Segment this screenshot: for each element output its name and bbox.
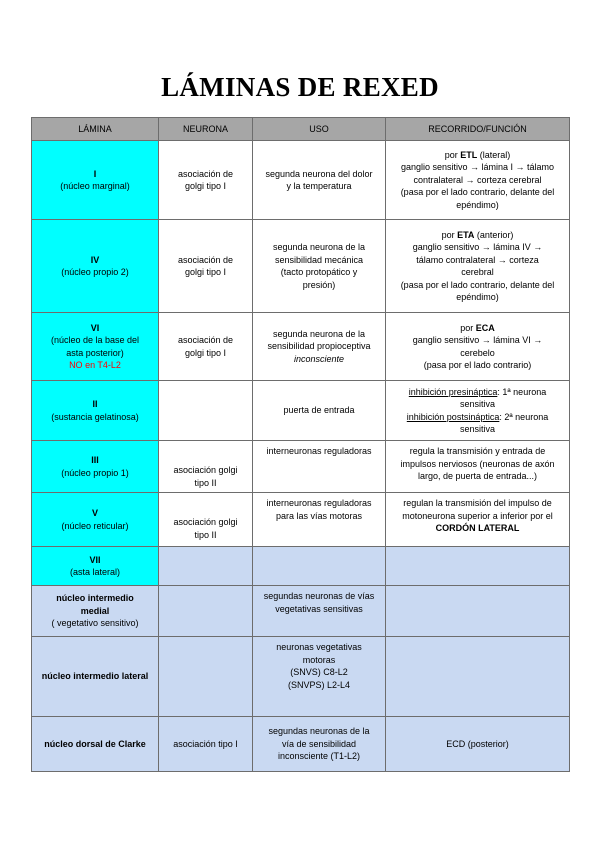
recorrido-text: epéndimo) xyxy=(456,199,499,210)
lamina-name: IV xyxy=(90,254,100,265)
uso-text: presión) xyxy=(302,279,336,290)
neurona-cell xyxy=(159,717,253,772)
lamina-cell xyxy=(32,220,159,313)
uso-text: y la temperatura xyxy=(286,181,352,191)
via-tract: ETA xyxy=(457,229,475,240)
lamina-desc: (asta lateral) xyxy=(69,567,121,577)
uso-cell xyxy=(253,141,386,220)
lamina-name: núcleo intermedio xyxy=(56,593,134,604)
recorrido-text: sensitiva xyxy=(459,399,495,409)
uso-text: vía de sensibilidad xyxy=(281,738,357,749)
lamina-cell xyxy=(32,441,159,493)
lamina-cell xyxy=(32,493,159,547)
page-title: LÁMINAS DE REXED xyxy=(161,72,439,102)
neurona-cell xyxy=(159,441,253,493)
recorrido-cell xyxy=(386,441,570,493)
uso-cell xyxy=(253,637,386,717)
uso-text: (tacto protopático y xyxy=(280,267,358,277)
recorrido-text: cerebral xyxy=(461,267,494,277)
lamina-desc: asta posterior) xyxy=(66,347,124,358)
lamina-desc: (núcleo propio 2) xyxy=(61,267,129,277)
term-rest: : 1ª neurona xyxy=(497,386,547,397)
uso-cell xyxy=(253,381,386,441)
neurona-text: asociación de xyxy=(177,335,234,345)
recorrido-text: sensitiva xyxy=(459,424,495,434)
uso-text: para las vías motoras xyxy=(275,510,363,521)
recorrido-text: largo, de puerta de entrada...) xyxy=(417,471,538,481)
neurona-text: asociación tipo I xyxy=(173,738,238,749)
table-row xyxy=(32,547,570,586)
table-row xyxy=(32,637,570,717)
term-rest: : 2ª neurona xyxy=(499,411,549,422)
neurona-cell xyxy=(159,547,253,586)
recorrido-text: ganglio sensitivo → lámina IV → xyxy=(412,242,543,252)
recorrido-via xyxy=(389,149,566,162)
recorrido-cell xyxy=(386,313,570,381)
table-row xyxy=(32,381,570,441)
uso-text: sensibilidad propioceptiva xyxy=(267,341,371,352)
uso-text: inconsciente (T1-L2) xyxy=(277,751,361,762)
lamina-name: VI xyxy=(90,322,100,333)
uso-text: sensibilidad mecánica xyxy=(274,254,364,265)
via-tract: ECA xyxy=(475,322,495,333)
recorrido-text: (pasa por el lado contrario, delante del xyxy=(400,279,555,290)
neurona-text: tipo II xyxy=(194,477,217,488)
lamina-name: V xyxy=(91,508,98,518)
table-row xyxy=(32,141,570,220)
uso-text: segundas neuronas de vías xyxy=(263,591,375,601)
neurona-text: golgi tipo I xyxy=(184,181,227,191)
recorrido-text: ECD (posterior) xyxy=(446,738,509,749)
via-suffix: (lateral) xyxy=(477,149,511,160)
uso-text: (SNVPS) L2-L4 xyxy=(287,679,351,690)
recorrido-via xyxy=(389,229,566,242)
uso-text: vegetativas sensitivas xyxy=(275,603,363,614)
neurona-cell xyxy=(159,586,253,637)
lamina-name: VII xyxy=(89,554,101,565)
uso-cell xyxy=(253,493,386,547)
recorrido-text: tálamo contralateral → corteza xyxy=(416,254,539,265)
uso-text-italic: inconsciente xyxy=(293,353,345,364)
recorrido-cell xyxy=(386,141,570,220)
header-lamina: LÁMINA xyxy=(32,118,159,141)
lamina-name: núcleo dorsal de Clarke xyxy=(44,738,146,749)
neurona-cell xyxy=(159,220,253,313)
neurona-text: asociación golgi xyxy=(173,465,238,475)
recorrido-cell xyxy=(386,637,570,717)
uso-text: neuronas vegetativas xyxy=(276,642,362,652)
recorrido-text: regula la transmisión y entrada de xyxy=(409,446,546,456)
lamina-desc: (núcleo reticular) xyxy=(61,520,129,531)
neurona-text: asociación golgi xyxy=(173,517,238,527)
underlined-term: inhibición postsináptica xyxy=(406,411,500,422)
recorrido-bold: CORDÓN LATERAL xyxy=(435,523,520,533)
table-row xyxy=(32,586,570,637)
header-uso: USO xyxy=(253,118,386,141)
table-row xyxy=(32,717,570,772)
lamina-desc: (núcleo propio 1) xyxy=(61,467,129,478)
via-prefix: por xyxy=(460,322,476,333)
recorrido-text xyxy=(389,411,566,424)
recorrido-text: ganglio sensitivo → lámina VI → xyxy=(412,335,543,345)
table-row xyxy=(32,493,570,547)
lamina-name: I xyxy=(93,168,97,179)
neurona-cell xyxy=(159,313,253,381)
lamina-note: NO en T4-L2 xyxy=(69,360,121,370)
lamina-desc: (sustancia gelatinosa) xyxy=(51,411,139,422)
recorrido-text: motoneurona superior a inferior por el xyxy=(402,510,553,521)
lamina-cell xyxy=(32,586,159,637)
lamina-cell xyxy=(32,313,159,381)
recorrido-text: impulsos nerviosos (neuronas de axón xyxy=(400,458,555,469)
recorrido-cell xyxy=(386,220,570,313)
uso-cell xyxy=(253,547,386,586)
uso-text: motoras xyxy=(302,654,336,665)
recorrido-cell xyxy=(386,547,570,586)
recorrido-text: (pasa por el lado contrario, delante del xyxy=(400,187,555,198)
via-suffix: (anterior) xyxy=(474,229,514,240)
neurona-text: golgi tipo I xyxy=(184,267,227,277)
uso-cell xyxy=(253,586,386,637)
lamina-desc: ( vegetativo sensitivo) xyxy=(51,618,139,629)
uso-text: segundas neuronas de la xyxy=(268,726,370,737)
neurona-text: asociación de xyxy=(177,254,234,265)
table-row xyxy=(32,220,570,313)
uso-text: interneuronas reguladoras xyxy=(266,498,372,508)
uso-cell xyxy=(253,313,386,381)
header-neurona: NEURONA xyxy=(159,118,253,141)
header-recorrido: RECORRIDO/FUNCIÓN xyxy=(386,118,570,141)
neurona-text: golgi tipo I xyxy=(184,347,227,358)
uso-text: segunda neurona de la xyxy=(272,328,366,339)
uso-cell xyxy=(253,220,386,313)
neurona-cell xyxy=(159,637,253,717)
lamina-name: III xyxy=(91,455,99,465)
recorrido-cell xyxy=(386,493,570,547)
recorrido-text: ganglio sensitivo → lámina I → tálamo xyxy=(400,162,555,173)
neurona-cell xyxy=(159,493,253,547)
lamina-desc: (núcleo marginal) xyxy=(60,181,130,191)
neurona-text: tipo II xyxy=(194,529,217,540)
uso-text: segunda neurona del dolor xyxy=(265,168,373,179)
lamina-name: II xyxy=(92,399,98,409)
neurona-text: asociación de xyxy=(177,168,234,179)
via-prefix: por xyxy=(441,229,458,240)
recorrido-text: (pasa por el lado contrario) xyxy=(423,360,532,370)
uso-cell xyxy=(253,441,386,493)
recorrido-text: contralateral → corteza cerebral xyxy=(413,174,542,185)
table-row xyxy=(32,313,570,381)
uso-text: interneuronas reguladoras xyxy=(266,446,372,456)
uso-text: segunda neurona de la xyxy=(272,242,366,252)
via-tract: ETL xyxy=(460,149,478,160)
rexed-laminae-table xyxy=(31,117,570,772)
via-prefix: por xyxy=(444,149,461,160)
lamina-name: núcleo intermedio lateral xyxy=(41,671,149,682)
uso-cell xyxy=(253,717,386,772)
neurona-cell xyxy=(159,381,253,441)
table-row xyxy=(32,441,570,493)
recorrido-text: regulan la transmisión del impulso de xyxy=(403,498,552,508)
uso-text: puerta de entrada xyxy=(283,405,355,416)
neurona-cell xyxy=(159,141,253,220)
recorrido-cell xyxy=(386,586,570,637)
lamina-cell xyxy=(32,637,159,717)
recorrido-via xyxy=(389,322,566,335)
lamina-cell xyxy=(32,717,159,772)
lamina-cell xyxy=(32,141,159,220)
lamina-cell xyxy=(32,381,159,441)
lamina-cell xyxy=(32,547,159,586)
recorrido-cell xyxy=(386,717,570,772)
table-header-row xyxy=(32,118,570,141)
recorrido-cell xyxy=(386,381,570,441)
recorrido-text: cerebelo xyxy=(460,347,495,358)
underlined-term: inhibición presináptica xyxy=(408,386,498,397)
uso-text: (SNVS) C8-L2 xyxy=(290,667,348,677)
lamina-name: medial xyxy=(80,605,110,616)
recorrido-text xyxy=(389,386,566,399)
recorrido-text: epéndimo) xyxy=(456,292,499,302)
lamina-desc: (núcleo de la base del xyxy=(50,335,140,345)
